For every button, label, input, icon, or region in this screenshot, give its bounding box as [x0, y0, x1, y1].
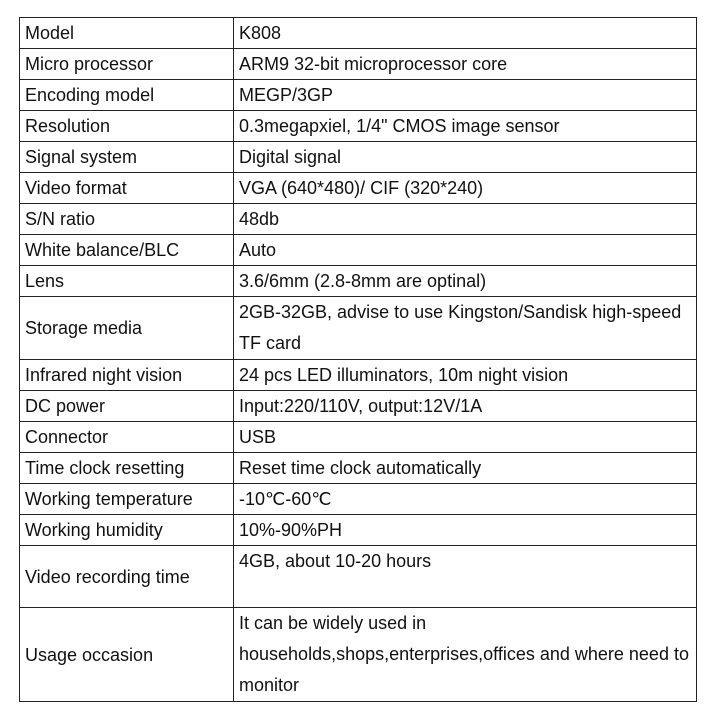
- spec-label: Video recording time: [20, 546, 234, 608]
- table-row: [20, 484, 697, 515]
- spec-value: Auto: [234, 235, 697, 266]
- spec-label: S/N ratio: [20, 204, 234, 235]
- spec-label: Time clock resetting: [20, 453, 234, 484]
- spec-label: Encoding model: [20, 80, 234, 111]
- spec-label: Signal system: [20, 142, 234, 173]
- table-row: [20, 608, 697, 702]
- spec-label: Lens: [20, 266, 234, 297]
- table-row: [20, 297, 697, 360]
- table-row: [20, 49, 697, 80]
- spec-value: 4GB, about 10-20 hours: [234, 546, 697, 608]
- spec-value: USB: [234, 422, 697, 453]
- table-row: [20, 515, 697, 546]
- spec-label: Usage occasion: [20, 608, 234, 702]
- spec-value: VGA (640*480)/ CIF (320*240): [234, 173, 697, 204]
- table-row: [20, 235, 697, 266]
- spec-label: Connector: [20, 422, 234, 453]
- spec-value: 3.6/6mm (2.8-8mm are optinal): [234, 266, 697, 297]
- spec-value: 10%-90%PH: [234, 515, 697, 546]
- table-row: [20, 173, 697, 204]
- table-row: [20, 204, 697, 235]
- table-row: [20, 111, 697, 142]
- table-row: [20, 360, 697, 391]
- spec-value: K808: [234, 18, 697, 49]
- spec-table: [19, 17, 697, 702]
- spec-value: MEGP/3GP: [234, 80, 697, 111]
- table-row: [20, 18, 697, 49]
- spec-label: Video format: [20, 173, 234, 204]
- table-row: [20, 80, 697, 111]
- spec-label: Infrared night vision: [20, 360, 234, 391]
- spec-value: -10℃-60℃: [234, 484, 697, 515]
- spec-label: Micro processor: [20, 49, 234, 80]
- spec-value: ARM9 32-bit microprocessor core: [234, 49, 697, 80]
- spec-value: 0.3megapxiel, 1/4" CMOS image sensor: [234, 111, 697, 142]
- table-row: [20, 142, 697, 173]
- spec-value: Input:220/110V, output:12V/1A: [234, 391, 697, 422]
- spec-value: 48db: [234, 204, 697, 235]
- spec-value: Reset time clock automatically: [234, 453, 697, 484]
- table-row: [20, 266, 697, 297]
- spec-label: Storage media: [20, 297, 234, 360]
- spec-label: Model: [20, 18, 234, 49]
- spec-label: DC power: [20, 391, 234, 422]
- spec-value: 24 pcs LED illuminators, 10m night vision: [234, 360, 697, 391]
- spec-label: Working temperature: [20, 484, 234, 515]
- table-row: [20, 422, 697, 453]
- spec-label: Working humidity: [20, 515, 234, 546]
- table-row: [20, 453, 697, 484]
- table-row: [20, 546, 697, 608]
- spec-value: It can be widely used in households,shops,enterprises,offices and where need to monitor: [234, 608, 697, 702]
- spec-value: Digital signal: [234, 142, 697, 173]
- spec-label: Resolution: [20, 111, 234, 142]
- table-row: [20, 391, 697, 422]
- spec-value: 2GB-32GB, advise to use Kingston/Sandisk high-speed TF card: [234, 297, 697, 360]
- spec-label: White balance/BLC: [20, 235, 234, 266]
